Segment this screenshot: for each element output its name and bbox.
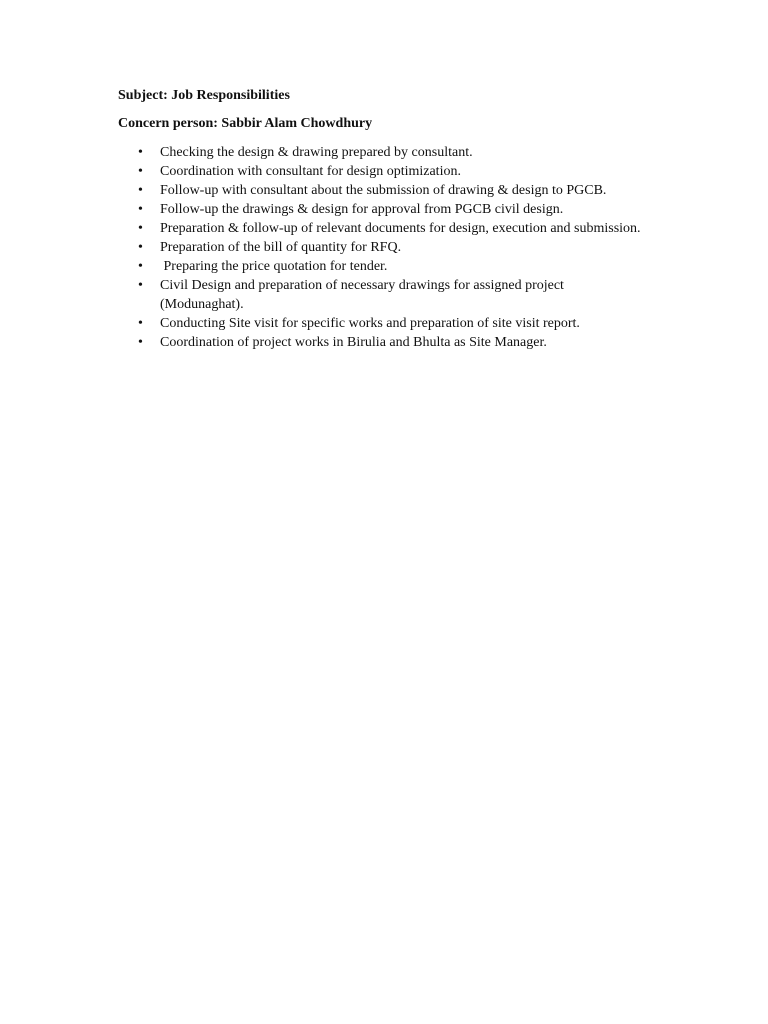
bullet-icon: • (138, 145, 143, 160)
bullet-icon: • (138, 259, 143, 274)
bullet-icon: • (138, 240, 143, 255)
bullet-icon: • (138, 316, 143, 331)
list-item (136, 162, 696, 181)
list-item-text: Preparation of the bill of quantity for RFQ. (160, 240, 402, 255)
list-item (136, 257, 696, 276)
list-item-text: Follow-up the drawings & design for approval from PGCB civil design. (160, 202, 564, 217)
list-item-text: Coordination with consultant for design optimization. (160, 164, 461, 179)
list-item-text: Civil Design and preparation of necessary drawings for assigned project (Modunaghat). (160, 278, 564, 312)
concern-person-heading: Concern person: Sabbir Alam Chowdhury (118, 116, 373, 131)
responsibilities-list (136, 143, 696, 352)
list-item-text: Conducting Site visit for specific works and preparation of site visit report. (160, 316, 580, 331)
list-item-text: Checking the design & drawing prepared by consultant. (160, 145, 473, 160)
list-item (136, 238, 696, 257)
bullet-icon: • (138, 164, 143, 179)
list-item-text: Follow-up with consultant about the submission of drawing & design to PGCB. (160, 183, 607, 198)
bullet-icon: • (138, 335, 143, 350)
list-item (136, 314, 696, 333)
bullet-icon: • (138, 278, 143, 293)
list-item-text: Preparation & follow-up of relevant documents for design, execution and submission. (160, 221, 641, 236)
list-item (136, 219, 696, 238)
list-item (136, 276, 696, 314)
list-item (136, 200, 696, 219)
list-item (136, 143, 696, 162)
list-item-text: Coordination of project works in Birulia and Bhulta as Site Manager. (160, 335, 547, 350)
bullet-icon: • (138, 183, 143, 198)
list-item (136, 181, 696, 200)
subject-heading: Subject: Job Responsibilities (118, 88, 290, 103)
list-item-text: Preparing the price quotation for tender. (160, 259, 388, 274)
bullet-icon: • (138, 221, 143, 236)
bullet-icon: • (138, 202, 143, 217)
list-item (136, 333, 696, 352)
